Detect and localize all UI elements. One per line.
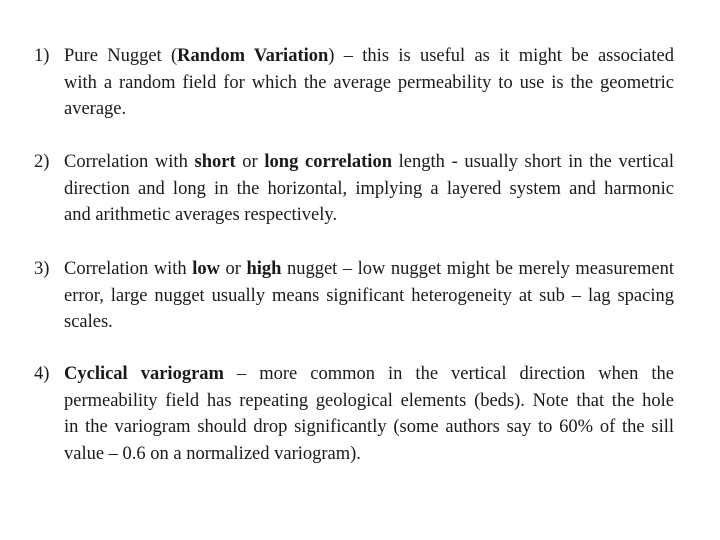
term-long-correlation: long correlation bbox=[264, 152, 392, 172]
text-run: nugget – low nugget might be merely measurement bbox=[281, 259, 674, 279]
text-run: Pure Nugget ( bbox=[64, 46, 178, 66]
text-line bbox=[64, 361, 674, 388]
term-low: low bbox=[192, 259, 220, 279]
term-cyclical-variogram: Cyclical variogram bbox=[64, 364, 224, 384]
text-run: Correlation with bbox=[64, 152, 195, 172]
text-run: Correlation with bbox=[64, 259, 193, 279]
term-random-variation: Random Variation bbox=[177, 46, 329, 66]
text-run: length - usually short in the vertical bbox=[391, 152, 674, 172]
item-text bbox=[64, 149, 674, 229]
text-run: or bbox=[219, 259, 247, 279]
item-number: 1) bbox=[34, 46, 50, 66]
text-line: and arithmetic averages respectively. bbox=[64, 205, 338, 225]
text-line: error, large nugget usually means significant heterogeneity at sub – lag spacing bbox=[64, 285, 674, 306]
text-run: ) – this is useful as it might be associated bbox=[328, 46, 674, 66]
term-short: short bbox=[194, 152, 236, 172]
item-number: 3) bbox=[34, 259, 50, 279]
text-line bbox=[64, 149, 674, 176]
text-line: direction and long in the horizontal, implying a layered system and harmonic bbox=[64, 178, 674, 199]
text-line: in the variogram should drop significantly (some authors say to 60% of the sill bbox=[64, 417, 674, 437]
text-run: – more common in the vertical direction when the bbox=[223, 364, 674, 384]
text-line: scales. bbox=[64, 312, 113, 332]
text-line: with a random field for which the average permeability to use is the geometric bbox=[64, 72, 674, 93]
text-line: permeability field has repeating geological elements (beds). Note that the hole bbox=[64, 390, 674, 411]
item-number: 4) bbox=[34, 364, 50, 384]
text-line: value – 0.6 on a normalized variogram). bbox=[64, 443, 361, 464]
item-text bbox=[64, 361, 674, 467]
text-run: or bbox=[235, 152, 265, 172]
term-high: high bbox=[246, 259, 282, 279]
item-number: 2) bbox=[34, 152, 50, 172]
item-text bbox=[64, 43, 674, 123]
item-text bbox=[64, 256, 674, 336]
text-line bbox=[64, 256, 674, 283]
text-line bbox=[64, 43, 674, 70]
text-line: average. bbox=[64, 99, 127, 119]
